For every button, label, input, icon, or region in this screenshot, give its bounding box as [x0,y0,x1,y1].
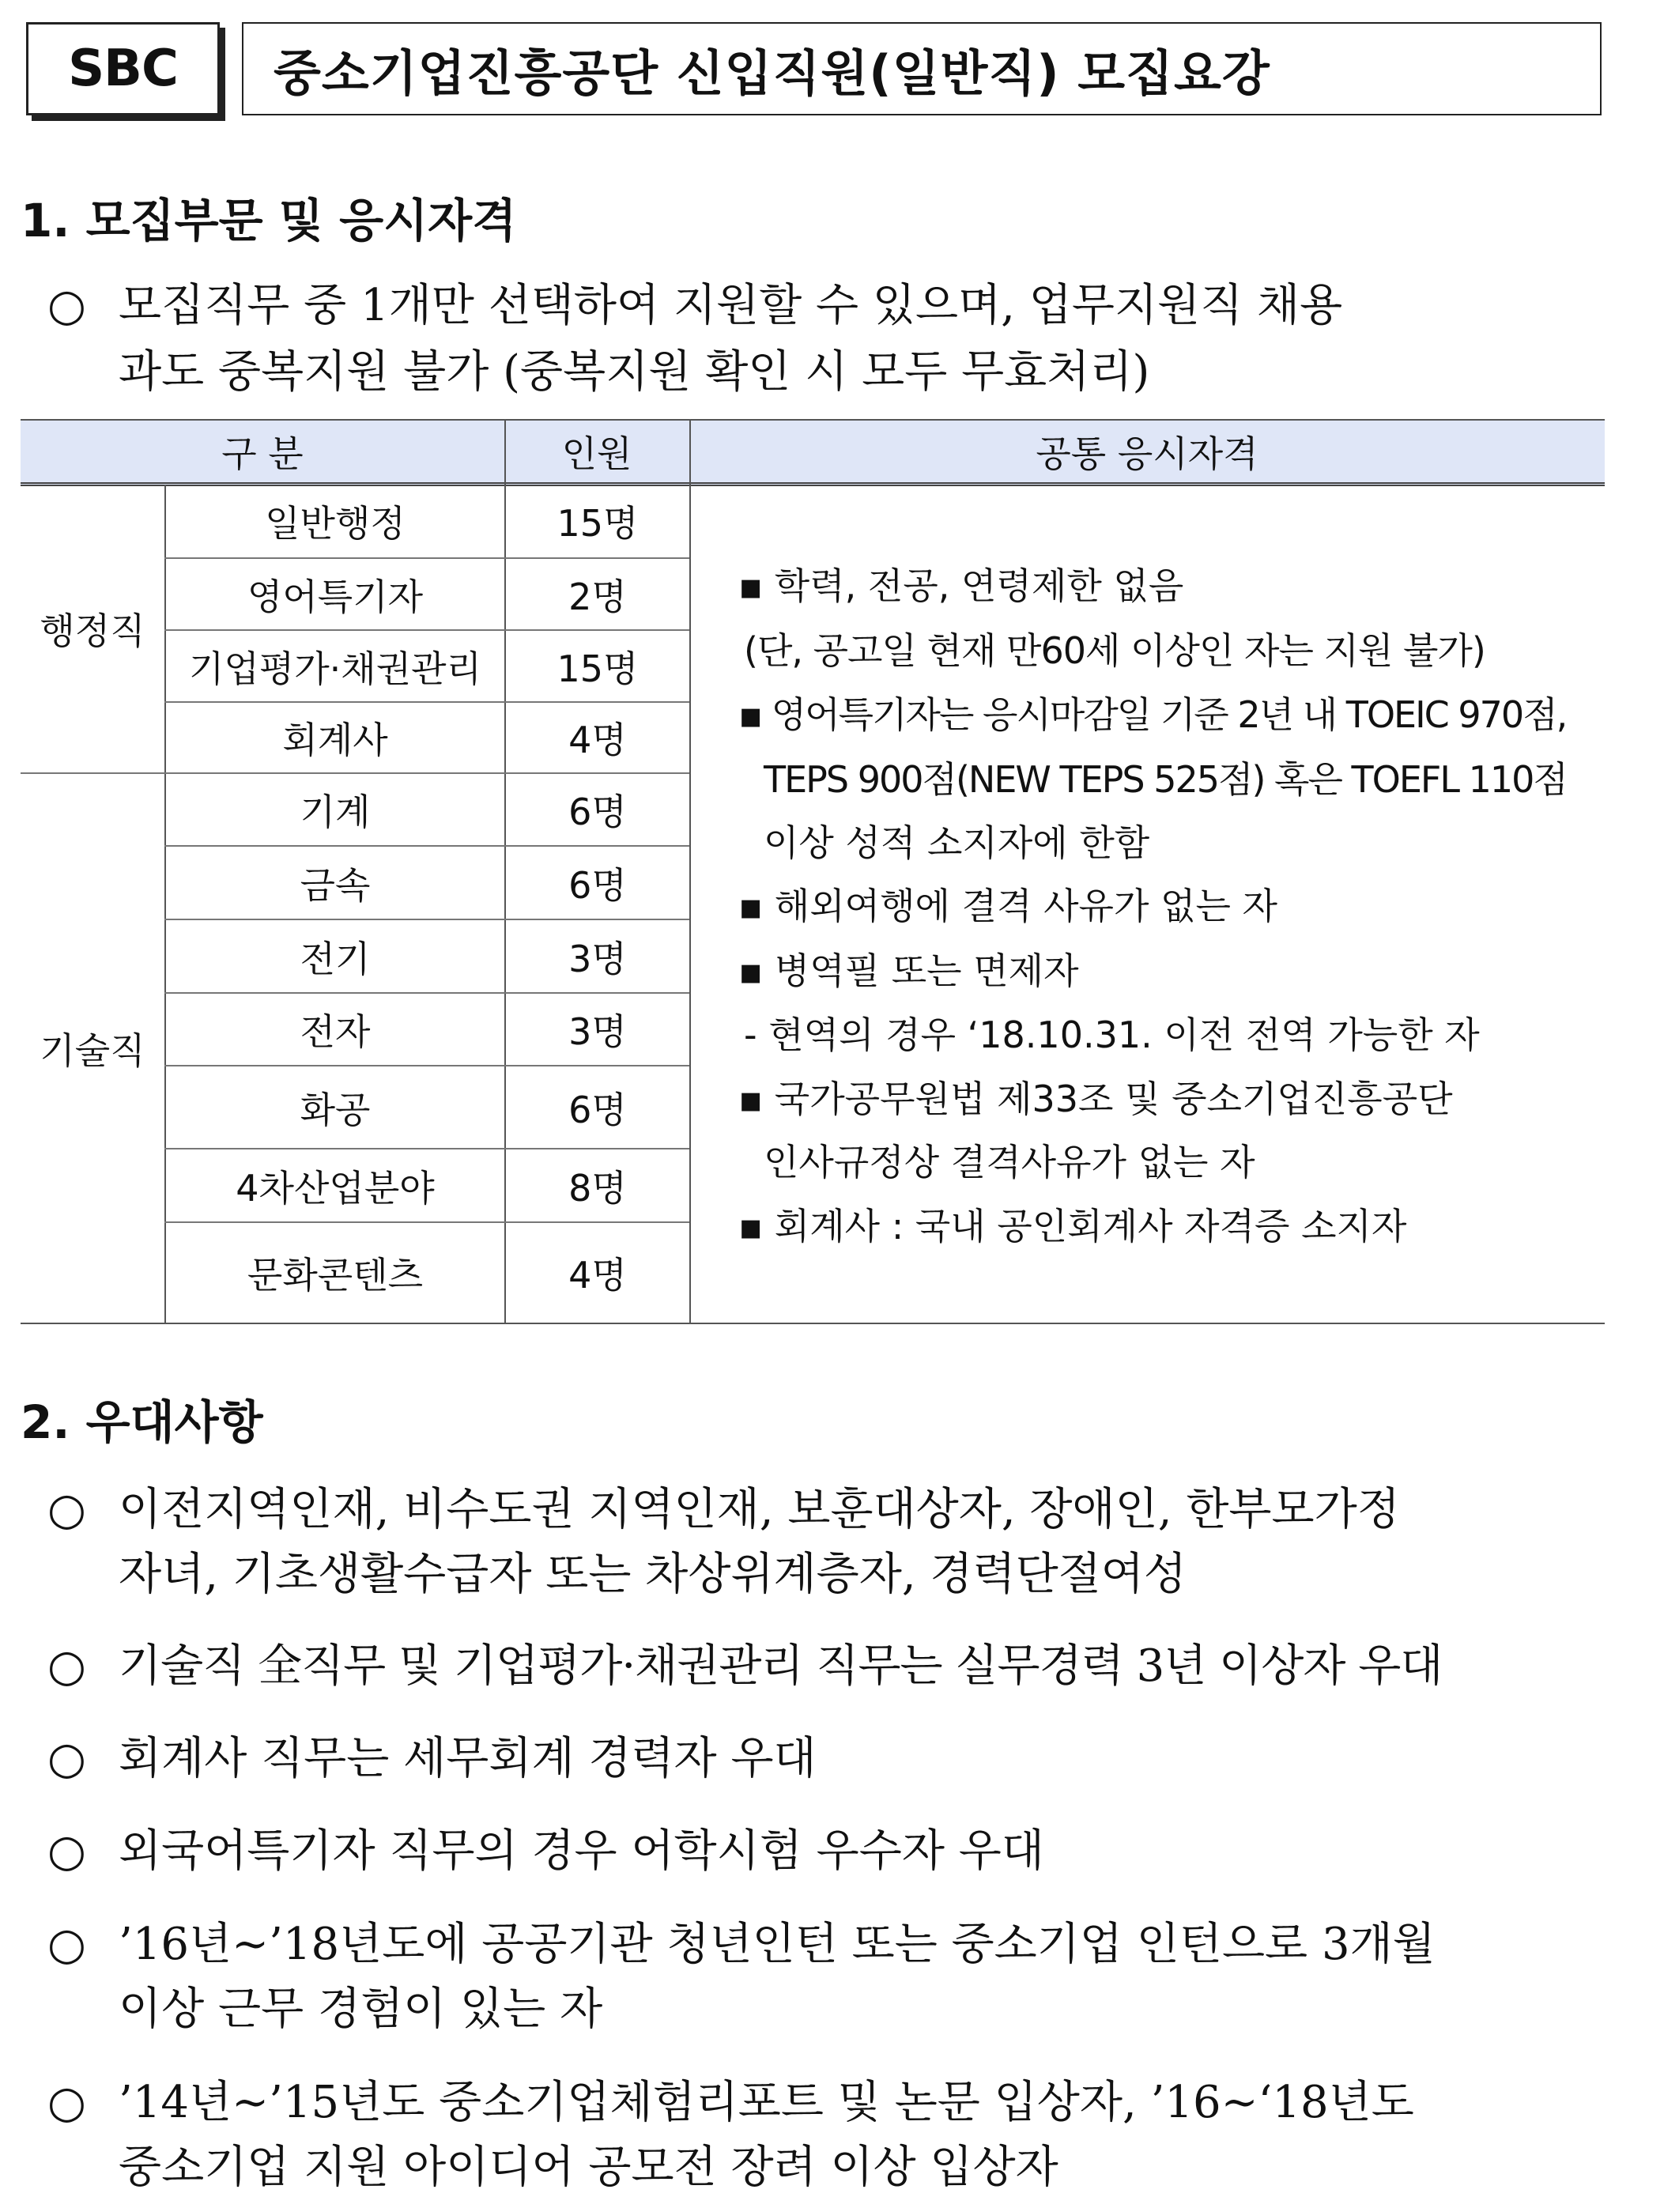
job-cell: 회계사 [282,719,388,761]
preference-text: 회계사 직무는 세무회계 경력자 우대 [119,1733,817,1784]
header-qualifications: 공통 응시자격 [1036,432,1258,475]
section-1-title: 1. 모집부문 및 응시자격 [21,194,517,247]
table-header [21,419,1605,486]
requirement-line: ▪ 영어특기자는 응시마감일 기준 2년 내 TOEIC 970점, [738,693,1567,736]
count-cell: 6명 [568,1088,627,1131]
header-tag: SBC [26,22,220,115]
job-cell: 전자 [300,1010,371,1053]
count-cell: 6명 [568,863,627,907]
requirement-line: ▪ 학력, 전공, 연령제한 없음 [738,564,1184,607]
job-cell: 일반행정 [265,502,406,545]
circle-bullet-icon: ○ [47,280,86,331]
job-cell: 문화콘텐츠 [247,1254,424,1297]
requirement-line: ▪ 국가공무원법 제33조 및 중소기업진흥공단 [738,1078,1453,1120]
requirement-line: 인사규정상 결격사유가 없는 자 [764,1141,1255,1183]
count-cell: 4명 [568,1254,627,1297]
count-cell: 8명 [568,1166,627,1210]
circle-bullet-icon: ○ [47,1733,86,1784]
count-cell: 2명 [568,575,627,618]
circle-bullet-icon: ○ [47,1825,86,1877]
preference-text: 이상 근무 경험이 있는 자 [119,1984,603,2035]
page-title: 중소기업진흥공단 신입직원(일반직) 모집요강 [242,22,1602,115]
circle-bullet-icon: ○ [47,1640,86,1692]
section-2-title: 2. 우대사항 [21,1395,263,1449]
circle-bullet-icon: ○ [47,1919,86,1970]
bullet-text-line: 과도 중복지원 불가 (중복지원 확인 시 모두 무효처리) [119,346,1150,398]
job-cell: 기업평가·채권관리 [188,647,482,690]
job-cell: 기계 [300,791,371,833]
requirement-line: ▪ 병역필 또는 면제자 [738,949,1079,992]
job-cell: 금속 [300,863,371,907]
preference-text: 중소기업 지원 아이디어 공모전 장려 이상 입상자 [119,2142,1058,2193]
preference-text: 자녀, 기초생활수급자 또는 차상위계층자, 경력단절여성 [119,1549,1187,1600]
requirement-line: ▪ 해외여행에 결격 사유가 없는 자 [738,885,1277,927]
group-tech: 기술직 [40,1029,145,1072]
header-headcount: 인원 [561,432,632,475]
preference-text: 기술직 全직무 및 기업평가·채권관리 직무는 실무경력 3년 이상자 우대 [119,1640,1443,1692]
job-cell: 화공 [300,1088,371,1131]
group-admin: 행정직 [40,610,145,652]
preference-text: ’14년~’15년도 중소기업체험리포트 및 논문 입상자, ’16~‘18년도 [119,2077,1414,2128]
bullet-text-line: 모집직무 중 1개만 선택하여 지원할 수 있으며, 업무지원직 채용 [119,280,1343,331]
job-cell: 4차산업분야 [236,1166,435,1210]
requirement-line: - 현역의 경우 ‘18.10.31. 이전 전역 가능한 자 [744,1014,1480,1056]
header-category: 구 분 [221,432,304,475]
count-cell: 3명 [568,937,627,980]
circle-bullet-icon: ○ [47,2077,86,2128]
count-cell: 15명 [557,502,639,545]
count-cell: 3명 [568,1010,627,1053]
count-cell: 6명 [568,791,627,833]
job-cell: 영어특기자 [247,575,424,618]
requirement-line: TEPS 900점(NEW TEPS 525점) 혹은 TOEFL 110점 [764,758,1567,801]
job-cell: 전기 [300,937,371,980]
requirement-line: (단, 공고일 현재 만60세 이상인 자는 지원 불가) [744,629,1485,672]
requirement-line: 이상 성적 소지자에 한함 [764,821,1150,864]
preference-text: 이전지역인재, 비수도권 지역인재, 보훈대상자, 장애인, 한부모가정 [119,1484,1400,1535]
circle-bullet-icon: ○ [47,1484,86,1535]
requirement-line: ▪ 회계사 : 국내 공인회계사 자격증 소지자 [738,1205,1407,1248]
preference-text: ’16년~’18년도에 공공기관 청년인턴 또는 중소기업 인턴으로 3개월 [119,1919,1436,1970]
preference-text: 외국어특기자 직무의 경우 어학시험 우수자 우대 [119,1825,1044,1877]
count-cell: 15명 [557,647,639,690]
count-cell: 4명 [568,719,627,761]
